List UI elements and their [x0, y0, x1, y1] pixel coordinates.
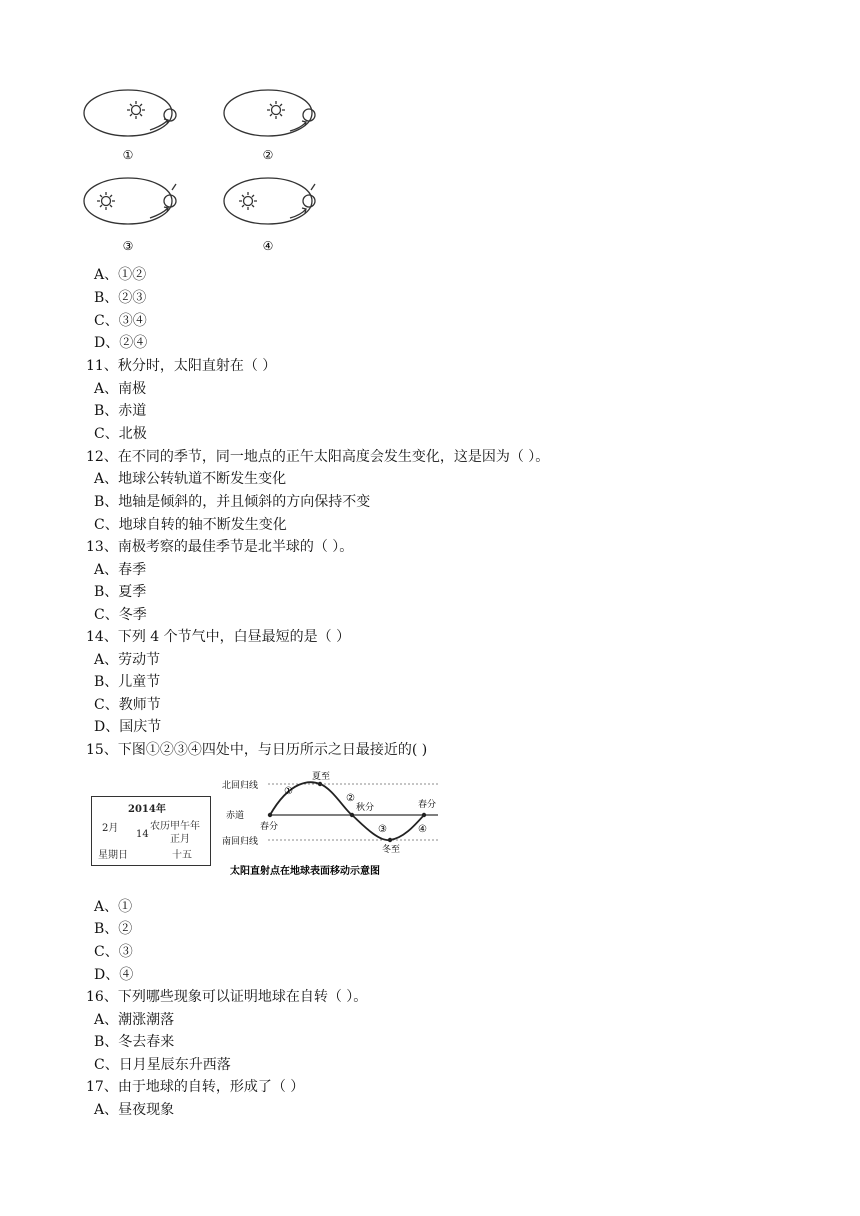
q17-question: 17、由于地球的自转，形成了（ ）	[86, 1079, 305, 1095]
label-equator: 赤道	[226, 811, 245, 821]
q11-question: 11、秋分时，太阳直射在（ ）	[86, 358, 277, 374]
q10-option-c: C、③④	[94, 313, 147, 329]
orbit-diagram-svg	[80, 84, 340, 260]
q16-question: 16、下列哪些现象可以证明地球在自转（ ）。	[86, 989, 368, 1005]
q15-option-d: D、④	[94, 967, 134, 983]
q11-option-a: A、南极	[94, 381, 147, 397]
point-autumn-equinox	[350, 813, 354, 817]
orbit-2	[224, 90, 315, 136]
marker-4: ④	[418, 824, 427, 835]
q10-option-a: A、①②	[94, 267, 147, 283]
q14-option-a: A、劳动节	[94, 652, 161, 668]
q12-option-a: A、地球公转轨道不断发生变化	[94, 471, 287, 487]
q15-option-a: A、①	[94, 899, 133, 915]
calendar-box	[91, 796, 211, 866]
q14-question: 14、下列 4 个节气中，白昼最短的是（ ）	[86, 629, 351, 645]
calendar-weekday: 星期日	[98, 850, 128, 861]
q15-option-b: B、②	[94, 921, 133, 937]
calendar-lunar-year: 农历甲午年	[150, 821, 200, 832]
q12-option-b: B、地轴是倾斜的，并且倾斜的方向保持不变	[94, 494, 371, 510]
q16-option-b: B、冬去春来	[94, 1034, 175, 1050]
q13-question: 13、南极考察的最佳季节是北半球的（ ）。	[86, 539, 354, 555]
orbit-diagram	[80, 84, 340, 260]
q12-option-c: C、地球自转的轴不断发生变化	[94, 517, 287, 533]
q11-option-c: C、北极	[94, 426, 147, 442]
q10-option-d: D、②④	[94, 335, 148, 351]
calendar-month: 2月	[102, 823, 119, 834]
point-winter-solstice	[388, 838, 392, 842]
q16-option-a: A、潮涨潮落	[94, 1012, 175, 1028]
q13-option-c: C、冬季	[94, 607, 147, 623]
calendar-lunar-day: 十五	[172, 850, 192, 861]
q13-option-a: A、春季	[94, 562, 147, 578]
q13-option-b: B、夏季	[94, 584, 147, 600]
q12-question: 12、在不同的季节，同一地点的正午太阳高度会发生变化，这是因为（ ）。	[86, 449, 550, 465]
q11-option-b: B、赤道	[94, 403, 147, 419]
orbit-label-4: ④	[262, 239, 274, 253]
point-spring-equinox-left	[268, 813, 272, 817]
label-spring-equinox-left: 春分	[260, 822, 279, 832]
q15-question: 15、下图①②③④四处中，与日历所示之日最接近的( )	[86, 742, 428, 758]
q14-option-d: D、国庆节	[94, 719, 162, 735]
marker-2: ②	[346, 793, 355, 804]
q14-option-b: B、儿童节	[94, 674, 161, 690]
sun-path-caption: 太阳直射点在地球表面移动示意图	[230, 866, 380, 877]
marker-3: ③	[378, 824, 387, 835]
label-tropic-of-cancer: 北回归线	[222, 781, 259, 791]
orbit-4	[224, 178, 315, 224]
orbit-1	[84, 90, 176, 136]
sun-path-diagram	[220, 770, 448, 880]
orbit-3	[84, 178, 176, 224]
q16-option-c: C、日月星辰东升西落	[94, 1057, 231, 1073]
label-autumn-equinox: 秋分	[356, 803, 375, 813]
point-spring-equinox-right	[422, 813, 426, 817]
point-summer-solstice	[318, 782, 322, 786]
calendar-year: 2014年	[128, 804, 166, 815]
q17-option-a: A、昼夜现象	[94, 1102, 175, 1118]
label-summer-solstice: 夏至	[312, 772, 331, 782]
orbit-label-3: ③	[122, 239, 134, 253]
q15-option-c: C、③	[94, 944, 133, 960]
label-spring-equinox-right: 春分	[418, 800, 437, 810]
orbit-label-2: ②	[262, 148, 274, 162]
label-tropic-of-capricorn: 南回归线	[222, 837, 259, 847]
orbit-label-1: ①	[122, 148, 134, 162]
calendar-lunar-month: 正月	[170, 834, 190, 845]
q10-option-b: B、②③	[94, 290, 147, 306]
label-winter-solstice: 冬至	[382, 845, 401, 855]
sun-path-svg	[220, 770, 448, 880]
marker-1: ①	[284, 786, 293, 797]
sun-path-curve	[270, 782, 424, 840]
q15-figure	[88, 770, 448, 880]
q14-option-c: C、教师节	[94, 697, 161, 713]
calendar-day: 14	[136, 829, 149, 840]
